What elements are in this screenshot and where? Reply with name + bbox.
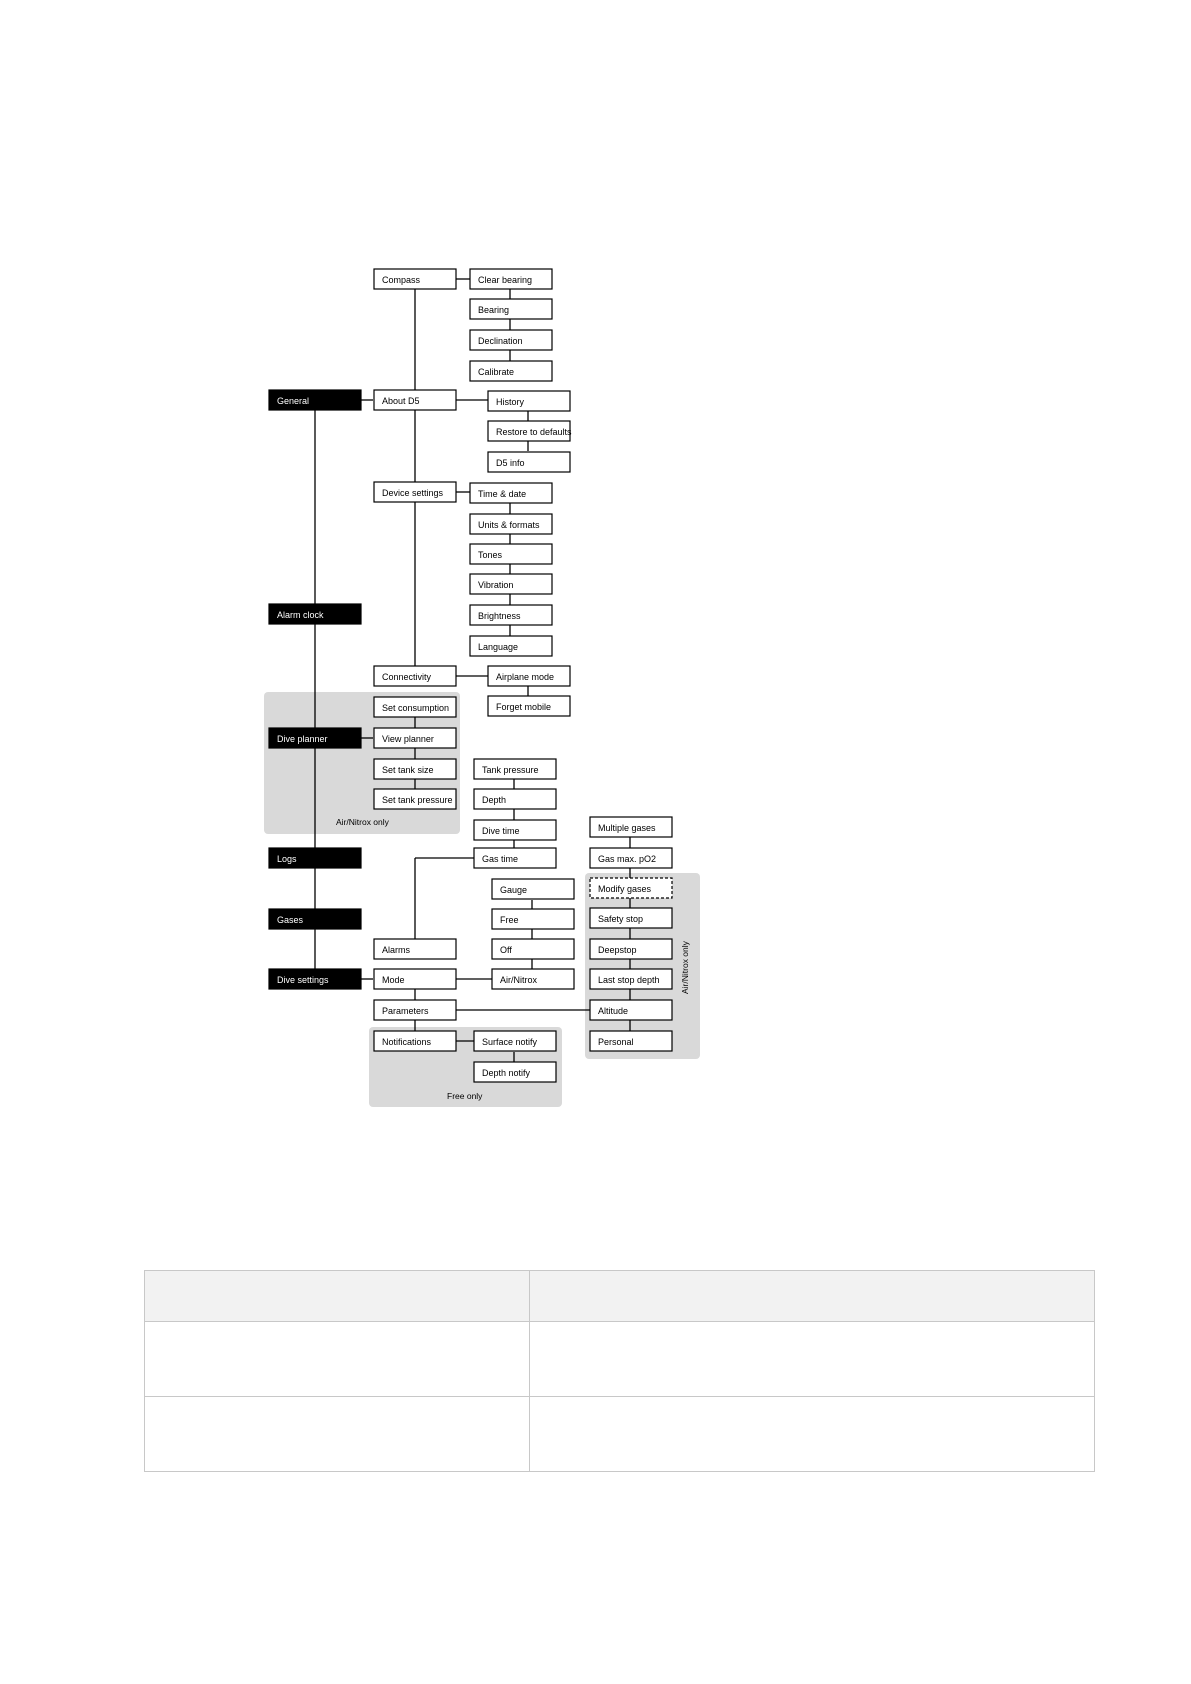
menu-item-set-tank-size[interactable]: [374, 759, 456, 779]
menu-item-forget-mobile[interactable]: [488, 696, 570, 716]
menu-item-restore-defaults[interactable]: [488, 421, 572, 441]
main-menu-gases-label: Gases: [277, 915, 304, 925]
menu-item-air-nitrox-label: Air/Nitrox: [500, 975, 538, 985]
main-menu-dive-settings-label: Dive settings: [277, 975, 329, 985]
menu-item-compass[interactable]: [374, 269, 456, 289]
table-cell: [530, 1322, 1095, 1397]
menu-item-personal-label: Personal: [598, 1037, 634, 1047]
menu-item-gas-time[interactable]: [474, 848, 556, 868]
menu-item-depth-notify-label: Depth notify: [482, 1068, 531, 1078]
menu-item-language[interactable]: [470, 636, 552, 656]
menu-item-bearing-label: Bearing: [478, 305, 510, 315]
main-menu-logs-label: Logs: [277, 854, 297, 864]
info-table: [144, 1270, 1095, 1472]
menu-item-dive-time-label: Dive time: [482, 826, 520, 836]
menu-item-about-d5[interactable]: [374, 390, 456, 410]
menu-item-d5-info-label: D5 info: [496, 458, 525, 468]
menu-item-modify-gases[interactable]: [590, 878, 672, 898]
menu-item-free[interactable]: [492, 909, 574, 929]
table-cell: [530, 1397, 1095, 1472]
menu-item-history-label: History: [496, 397, 525, 407]
menu-item-notifications[interactable]: [374, 1031, 456, 1051]
menu-item-connectivity-label: Connectivity: [382, 672, 432, 682]
menu-item-d5-info[interactable]: [488, 452, 570, 472]
main-menu-dive-settings[interactable]: [269, 969, 361, 989]
menu-item-off-label: Off: [500, 945, 512, 955]
menu-item-language-label: Language: [478, 642, 519, 652]
menu-item-brightness[interactable]: [470, 605, 552, 625]
menu-item-surface-notify[interactable]: [474, 1031, 556, 1051]
planner-air-nitrox-note: Air/Nitrox only: [336, 817, 389, 827]
menu-item-gauge[interactable]: [492, 879, 574, 899]
menu-item-device-settings-label: Device settings: [382, 488, 444, 498]
menu-item-multiple-gases-label: Multiple gases: [598, 823, 656, 833]
table-cell: [145, 1397, 530, 1472]
menu-item-set-tank-size-label: Set tank size: [382, 765, 434, 775]
menu-item-device-settings[interactable]: [374, 482, 456, 502]
menu-item-history[interactable]: [488, 391, 570, 411]
menu-item-depth-label: Depth: [482, 795, 507, 805]
menu-item-brightness-label: Brightness: [478, 611, 521, 621]
menu-item-parameters-label: Parameters: [382, 1006, 429, 1016]
menu-item-tank-pressure-label: Tank pressure: [482, 765, 539, 775]
menu-item-surface-notify-label: Surface notify: [482, 1037, 538, 1047]
menu-item-dive-time[interactable]: [474, 820, 556, 840]
menu-item-last-stop-depth-label: Last stop depth: [598, 975, 660, 985]
menu-item-about-d5-label: About D5: [382, 396, 420, 406]
table-header-cell: [145, 1271, 530, 1322]
menu-item-set-tank-pressure[interactable]: [374, 789, 456, 809]
menu-item-airplane-mode[interactable]: [488, 666, 570, 686]
menu-item-view-planner[interactable]: [374, 728, 456, 748]
menu-item-altitude-label: Altitude: [598, 1006, 629, 1016]
notifications-free-only-note: Free only: [447, 1091, 483, 1101]
menu-item-alarms[interactable]: [374, 939, 456, 959]
menu-item-gauge-label: Gauge: [500, 885, 528, 895]
table-header-cell: [530, 1271, 1095, 1322]
menu-item-depth-notify[interactable]: [474, 1062, 556, 1082]
menu-item-alarms-label: Alarms: [382, 945, 411, 955]
main-menu-general-label: General: [277, 396, 310, 406]
menu-item-mode[interactable]: [374, 969, 456, 989]
menu-item-set-consumption-label: Set consumption: [382, 703, 450, 713]
table-row: [145, 1397, 1095, 1472]
menu-item-gas-max-po2[interactable]: [590, 848, 672, 868]
main-menu-dive-planner[interactable]: [269, 728, 361, 748]
menu-item-notifications-label: Notifications: [382, 1037, 432, 1047]
menu-item-last-stop-depth[interactable]: [590, 969, 672, 989]
menu-item-deepstop[interactable]: [590, 939, 672, 959]
main-menu-logs[interactable]: [269, 848, 361, 868]
menu-item-air-nitrox[interactable]: [492, 969, 574, 989]
main-menu-alarm-clock-label: Alarm clock: [277, 610, 324, 620]
main-menu-gases[interactable]: [269, 909, 361, 929]
menu-item-modify-gases-label: Modify gases: [598, 884, 652, 894]
menu-item-units-formats[interactable]: [470, 514, 552, 534]
menu-item-off[interactable]: [492, 939, 574, 959]
menu-item-clear-bearing[interactable]: [470, 269, 552, 289]
menu-item-calibrate[interactable]: [470, 361, 552, 381]
menu-item-connectivity[interactable]: [374, 666, 456, 686]
menu-item-gas-max-po2-label: Gas max. pO2: [598, 854, 657, 864]
parameters-air-nitrox-note: Air/Nitrox only: [680, 941, 690, 994]
menu-item-forget-mobile-label: Forget mobile: [496, 702, 552, 712]
menu-item-units-formats-label: Units & formats: [478, 520, 540, 530]
main-menu-alarm-clock[interactable]: [269, 604, 361, 624]
main-menu-general[interactable]: [269, 390, 361, 410]
menu-item-time-date-label: Time & date: [478, 489, 527, 499]
menu-item-parameters[interactable]: [374, 1000, 456, 1020]
menu-item-time-date[interactable]: [470, 483, 552, 503]
table-row: [145, 1322, 1095, 1397]
connector-lines: [315, 279, 630, 1062]
menu-item-personal[interactable]: [590, 1031, 672, 1051]
menu-item-free-label: Free: [500, 915, 519, 925]
menu-item-airplane-mode-label: Airplane mode: [496, 672, 555, 682]
menu-item-safety-stop-label: Safety stop: [598, 914, 644, 924]
menu-item-set-tank-pressure-label: Set tank pressure: [382, 795, 453, 805]
menu-item-gas-time-label: Gas time: [482, 854, 519, 864]
menu-item-declination-label: Declination: [478, 336, 523, 346]
menu-item-vibration-label: Vibration: [478, 580, 514, 590]
menu-item-tank-pressure[interactable]: [474, 759, 556, 779]
menu-item-view-planner-label: View planner: [382, 734, 434, 744]
menu-item-bearing[interactable]: [470, 299, 552, 319]
menu-item-multiple-gases[interactable]: [590, 817, 672, 837]
menu-item-mode-label: Mode: [382, 975, 405, 985]
menu-item-altitude[interactable]: [590, 1000, 672, 1020]
table-cell: [145, 1322, 530, 1397]
menu-item-set-consumption[interactable]: [374, 697, 456, 717]
menu-item-tones[interactable]: [470, 544, 552, 564]
menu-item-clear-bearing-label: Clear bearing: [478, 275, 533, 285]
main-menu-dive-planner-label: Dive planner: [277, 734, 328, 744]
table-header-row: [145, 1271, 1095, 1322]
menu-item-calibrate-label: Calibrate: [478, 367, 515, 377]
menu-item-tones-label: Tones: [478, 550, 503, 560]
menu-item-compass-label: Compass: [382, 275, 421, 285]
menu-item-declination[interactable]: [470, 330, 552, 350]
menu-item-safety-stop[interactable]: [590, 908, 672, 928]
menu-item-depth[interactable]: [474, 789, 556, 809]
menu-item-vibration[interactable]: [470, 574, 552, 594]
menu-item-deepstop-label: Deepstop: [598, 945, 637, 955]
menu-item-restore-defaults-label: Restore to defaults: [496, 427, 572, 437]
